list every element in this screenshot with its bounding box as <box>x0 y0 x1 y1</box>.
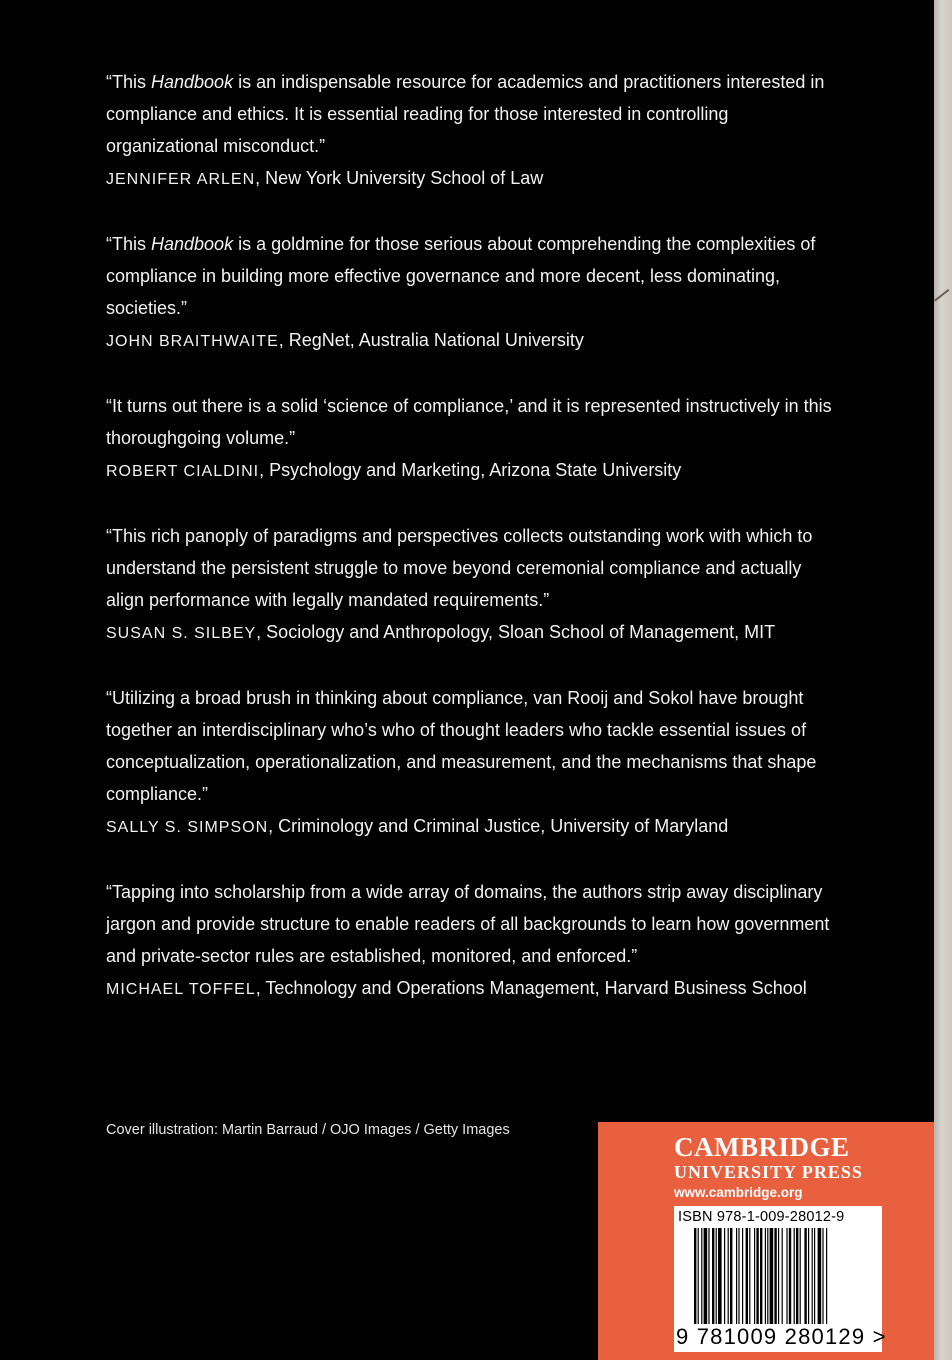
publisher-name: CAMBRIDGE <box>674 1132 850 1162</box>
barcode-stripe <box>800 1228 801 1324</box>
barcode-stripe <box>724 1228 725 1324</box>
quote-text: “Utilizing a broad brush in thinking about compliance, van Rooij and Sokol have brought together an interdisciplinary who’s who of thought leaders who tackle essential issues of conceptualization, operationalization, and measurement, and the mechanisms that shape compliance.” <box>106 688 817 804</box>
quote-attribution <box>106 324 836 358</box>
endorser-name: JOHN BRAITHWAITE <box>106 333 279 350</box>
endorser-affiliation: , Psychology and Marketing, Arizona State University <box>259 460 682 480</box>
barcode-stripe <box>746 1228 748 1324</box>
barcode-stripe <box>754 1228 755 1324</box>
barcode-stripe <box>718 1228 722 1324</box>
barcode-stripe <box>822 1228 823 1324</box>
quote-attribution <box>106 162 836 196</box>
barcode-stripe <box>716 1228 717 1324</box>
publisher-block <box>598 1122 934 1360</box>
spine-edge <box>934 0 952 1360</box>
quote-attribution <box>106 810 836 844</box>
endorser-name: MICHAEL TOFFEL <box>106 981 256 998</box>
barcode-stripe <box>794 1228 795 1324</box>
endorsement <box>106 390 836 488</box>
barcode-stripe <box>804 1228 806 1324</box>
barcode-stripe <box>749 1228 750 1324</box>
endorsement <box>106 66 836 196</box>
endorsement <box>106 520 836 650</box>
barcode-stripe <box>808 1228 809 1324</box>
barcode-stripe <box>765 1228 766 1324</box>
cover-illustration-credit: Cover illustration: Martin Barraud / OJO Images / Getty Images <box>106 1122 510 1138</box>
quote-text: “This Handbook is an indispensable resource for academics and practitioners interested in compliance and ethics. It is essential reading for those interested in controlling organizational misconduct.” <box>106 72 825 156</box>
barcode-stripe <box>826 1228 827 1324</box>
endorser-name: ROBERT CIALDINI <box>106 463 260 480</box>
endorser-affiliation: , RegNet, Australia National University <box>278 330 584 350</box>
barcode-stripe <box>701 1228 702 1324</box>
barcode-icon <box>694 1228 870 1324</box>
barcode-label <box>674 1206 887 1352</box>
quote-attribution <box>106 972 836 1006</box>
barcode-stripe <box>712 1228 714 1324</box>
endorser-affiliation: , Sociology and Anthropology, Sloan School of Management, MIT <box>256 622 776 642</box>
barcode-stripe <box>796 1228 798 1324</box>
barcode-stripe <box>708 1228 709 1324</box>
barcode-stripe <box>818 1228 822 1324</box>
endorsement <box>106 228 836 358</box>
endorser-affiliation: , Technology and Operations Management, Harvard Business School <box>255 978 807 998</box>
publisher-url: www.cambridge.org <box>674 1185 803 1200</box>
barcode-stripe <box>786 1228 787 1324</box>
endorsement <box>106 876 836 1006</box>
barcode-stripe <box>742 1228 743 1324</box>
barcode-digits: 9 781009 280129 > <box>676 1324 887 1349</box>
endorsement <box>106 682 836 844</box>
barcode-stripe <box>778 1228 779 1324</box>
quote-text: “This Handbook is a goldmine for those serious about comprehending the complexities of compliance in building more effective governance and more decent, less dominating, societies.” <box>106 234 816 318</box>
barcode-stripe <box>789 1228 791 1324</box>
endorser-name: SALLY S. SIMPSON <box>106 819 269 836</box>
quote-attribution <box>106 616 836 650</box>
barcode-stripe <box>767 1228 768 1324</box>
quote-attribution <box>106 454 836 488</box>
isbn-number: ISBN 978-1-009-28012-9 <box>678 1209 845 1225</box>
barcode-stripe <box>730 1228 732 1324</box>
barcode-stripe <box>728 1228 729 1324</box>
endorsements <box>106 66 836 1038</box>
quote-text: “Tapping into scholarship from a wide array of domains, the authors strip away disciplinary jargon and provide structure to enable readers of all backgrounds to learn how government and private-sector rules are established, monitored, and enforced.” <box>106 882 830 966</box>
barcode-stripe <box>782 1228 783 1324</box>
publisher-press: UNIVERSITY PRESS <box>674 1162 863 1182</box>
barcode-stripe <box>698 1228 699 1324</box>
quote-text: “This rich panoply of paradigms and perspectives collects outstanding work with which to understand the persistent struggle to move beyond ceremonial compliance and actually align performance with legally mandated requirements.” <box>106 526 813 610</box>
endorser-affiliation: , New York University School of Law <box>255 168 544 188</box>
barcode-stripe <box>774 1228 776 1324</box>
barcode-stripe <box>694 1228 696 1324</box>
endorser-name: SUSAN S. SILBEY <box>106 625 257 642</box>
endorser-name: JENNIFER ARLEN <box>106 171 256 188</box>
barcode-stripe <box>760 1228 762 1324</box>
barcode-stripe <box>704 1228 708 1324</box>
quote-text: “It turns out there is a solid ‘science of compliance,’ and it is represented instructively in this thoroughgoing volume.” <box>106 396 832 448</box>
barcode-stripe <box>770 1228 774 1324</box>
barcode-stripe <box>736 1228 737 1324</box>
barcode-stripe <box>756 1228 758 1324</box>
barcode-stripe <box>738 1228 739 1324</box>
barcode-stripe <box>814 1228 815 1324</box>
barcode-stripe <box>812 1228 813 1324</box>
endorser-affiliation: , Criminology and Criminal Justice, University of Maryland <box>268 816 729 836</box>
